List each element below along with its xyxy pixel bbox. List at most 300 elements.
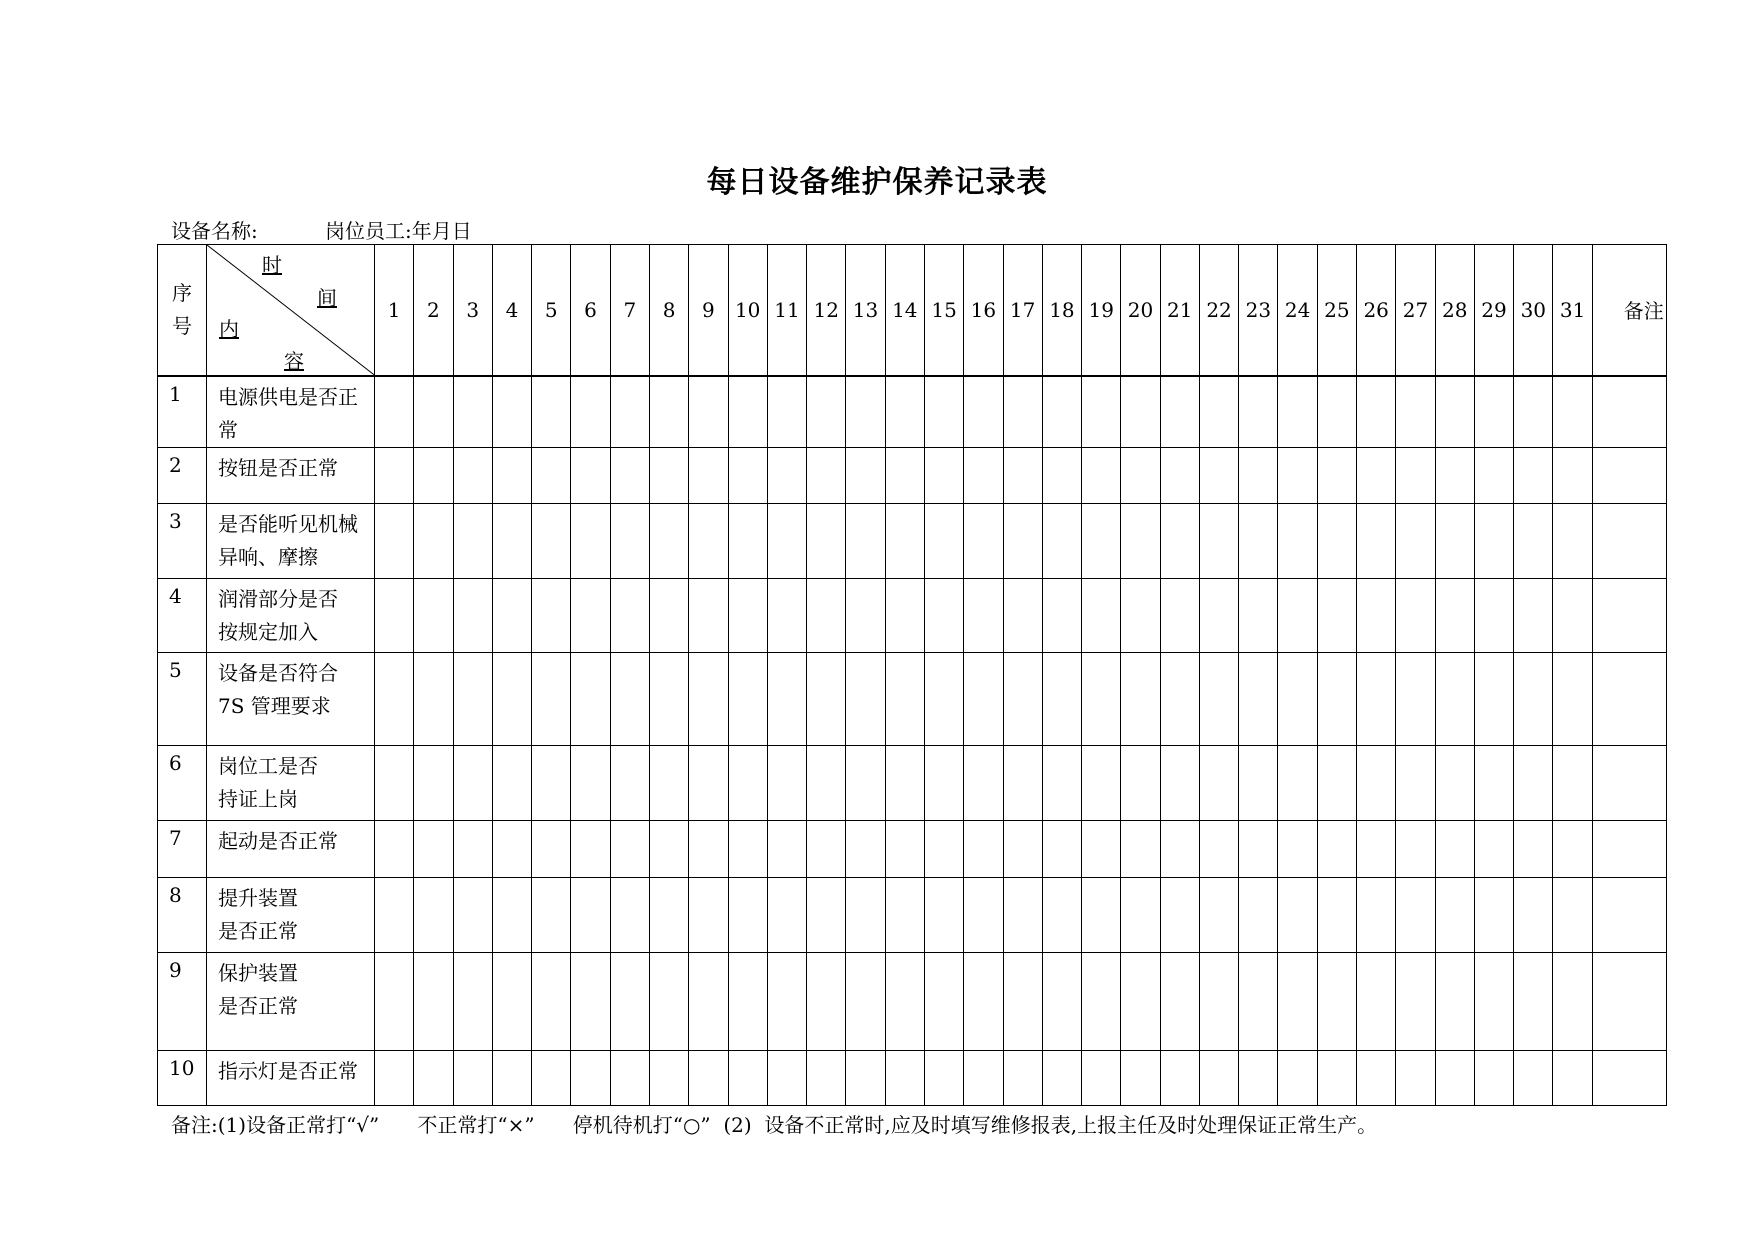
day-check-cell[interactable] xyxy=(924,653,963,746)
day-check-cell[interactable] xyxy=(375,1050,414,1105)
day-check-cell[interactable] xyxy=(1160,579,1199,653)
day-check-cell[interactable] xyxy=(1357,952,1396,1050)
day-check-cell[interactable] xyxy=(1239,821,1278,877)
day-check-cell[interactable] xyxy=(1396,952,1435,1050)
day-check-cell[interactable] xyxy=(1082,447,1121,503)
day-check-cell[interactable] xyxy=(453,821,492,877)
day-check-cell[interactable] xyxy=(1474,746,1513,821)
day-check-cell[interactable] xyxy=(532,503,571,578)
day-check-cell[interactable] xyxy=(689,746,728,821)
day-check-cell[interactable] xyxy=(1003,447,1042,503)
day-check-cell[interactable] xyxy=(728,447,767,503)
day-check-cell[interactable] xyxy=(375,746,414,821)
day-check-cell[interactable] xyxy=(1003,746,1042,821)
day-check-cell[interactable] xyxy=(375,376,414,448)
day-check-cell[interactable] xyxy=(1553,952,1592,1050)
day-check-cell[interactable] xyxy=(1278,746,1317,821)
day-check-cell[interactable] xyxy=(885,1050,924,1105)
day-check-cell[interactable] xyxy=(1121,952,1160,1050)
day-check-cell[interactable] xyxy=(1199,821,1238,877)
day-check-cell[interactable] xyxy=(649,877,688,952)
day-check-cell[interactable] xyxy=(1553,821,1592,877)
day-check-cell[interactable] xyxy=(1357,653,1396,746)
day-check-cell[interactable] xyxy=(964,376,1003,448)
day-check-cell[interactable] xyxy=(610,1050,649,1105)
day-check-cell[interactable] xyxy=(1357,1050,1396,1105)
day-check-cell[interactable] xyxy=(846,1050,885,1105)
day-check-cell[interactable] xyxy=(1317,503,1356,578)
day-check-cell[interactable] xyxy=(689,503,728,578)
day-check-cell[interactable] xyxy=(1160,1050,1199,1105)
day-check-cell[interactable] xyxy=(1160,952,1199,1050)
day-check-cell[interactable] xyxy=(1003,1050,1042,1105)
day-check-cell[interactable] xyxy=(414,877,453,952)
day-check-cell[interactable] xyxy=(1278,447,1317,503)
day-check-cell[interactable] xyxy=(414,376,453,448)
day-check-cell[interactable] xyxy=(1042,503,1081,578)
day-check-cell[interactable] xyxy=(885,877,924,952)
day-check-cell[interactable] xyxy=(846,579,885,653)
day-check-cell[interactable] xyxy=(1199,447,1238,503)
day-check-cell[interactable] xyxy=(610,653,649,746)
day-check-cell[interactable] xyxy=(1042,746,1081,821)
day-check-cell[interactable] xyxy=(1042,877,1081,952)
day-check-cell[interactable] xyxy=(846,877,885,952)
day-check-cell[interactable] xyxy=(1396,1050,1435,1105)
day-check-cell[interactable] xyxy=(1042,1050,1081,1105)
day-check-cell[interactable] xyxy=(1435,821,1474,877)
day-check-cell[interactable] xyxy=(1317,653,1356,746)
day-check-cell[interactable] xyxy=(728,1050,767,1105)
day-check-cell[interactable] xyxy=(964,821,1003,877)
day-check-cell[interactable] xyxy=(807,503,846,578)
day-check-cell[interactable] xyxy=(532,1050,571,1105)
day-check-cell[interactable] xyxy=(924,952,963,1050)
day-check-cell[interactable] xyxy=(1435,579,1474,653)
day-check-cell[interactable] xyxy=(767,952,806,1050)
day-check-cell[interactable] xyxy=(1003,579,1042,653)
day-check-cell[interactable] xyxy=(885,376,924,448)
day-check-cell[interactable] xyxy=(1396,447,1435,503)
day-check-cell[interactable] xyxy=(1042,579,1081,653)
day-check-cell[interactable] xyxy=(649,503,688,578)
day-check-cell[interactable] xyxy=(1317,821,1356,877)
day-check-cell[interactable] xyxy=(1474,653,1513,746)
day-check-cell[interactable] xyxy=(1121,503,1160,578)
day-check-cell[interactable] xyxy=(532,952,571,1050)
day-check-cell[interactable] xyxy=(1239,877,1278,952)
day-check-cell[interactable] xyxy=(846,821,885,877)
day-check-cell[interactable] xyxy=(492,746,531,821)
day-check-cell[interactable] xyxy=(1278,376,1317,448)
day-check-cell[interactable] xyxy=(492,447,531,503)
day-check-cell[interactable] xyxy=(453,653,492,746)
day-check-cell[interactable] xyxy=(1199,746,1238,821)
day-check-cell[interactable] xyxy=(649,746,688,821)
day-check-cell[interactable] xyxy=(1082,952,1121,1050)
day-check-cell[interactable] xyxy=(1042,653,1081,746)
day-check-cell[interactable] xyxy=(807,877,846,952)
day-check-cell[interactable] xyxy=(1357,376,1396,448)
day-check-cell[interactable] xyxy=(1514,821,1553,877)
day-check-cell[interactable] xyxy=(885,447,924,503)
day-check-cell[interactable] xyxy=(1121,447,1160,503)
day-check-cell[interactable] xyxy=(846,746,885,821)
day-check-cell[interactable] xyxy=(1199,952,1238,1050)
day-check-cell[interactable] xyxy=(532,579,571,653)
day-check-cell[interactable] xyxy=(610,376,649,448)
day-check-cell[interactable] xyxy=(924,1050,963,1105)
day-check-cell[interactable] xyxy=(1317,447,1356,503)
day-check-cell[interactable] xyxy=(571,376,610,448)
day-check-cell[interactable] xyxy=(1474,579,1513,653)
day-check-cell[interactable] xyxy=(924,877,963,952)
day-check-cell[interactable] xyxy=(1121,1050,1160,1105)
day-check-cell[interactable] xyxy=(375,579,414,653)
day-check-cell[interactable] xyxy=(689,877,728,952)
day-check-cell[interactable] xyxy=(1003,821,1042,877)
day-check-cell[interactable] xyxy=(1396,376,1435,448)
day-check-cell[interactable] xyxy=(1396,503,1435,578)
day-check-cell[interactable] xyxy=(1042,952,1081,1050)
day-check-cell[interactable] xyxy=(414,746,453,821)
day-check-cell[interactable] xyxy=(1357,503,1396,578)
day-check-cell[interactable] xyxy=(689,1050,728,1105)
day-check-cell[interactable] xyxy=(1160,653,1199,746)
day-check-cell[interactable] xyxy=(414,1050,453,1105)
day-check-cell[interactable] xyxy=(1553,447,1592,503)
day-check-cell[interactable] xyxy=(1239,503,1278,578)
day-check-cell[interactable] xyxy=(1396,877,1435,952)
day-check-cell[interactable] xyxy=(807,447,846,503)
day-check-cell[interactable] xyxy=(610,746,649,821)
day-check-cell[interactable] xyxy=(1435,503,1474,578)
day-check-cell[interactable] xyxy=(1082,376,1121,448)
day-check-cell[interactable] xyxy=(846,447,885,503)
day-check-cell[interactable] xyxy=(1082,503,1121,578)
day-check-cell[interactable] xyxy=(1435,376,1474,448)
day-check-cell[interactable] xyxy=(1199,579,1238,653)
day-check-cell[interactable] xyxy=(1435,653,1474,746)
day-check-cell[interactable] xyxy=(1082,579,1121,653)
day-check-cell[interactable] xyxy=(924,746,963,821)
day-check-cell[interactable] xyxy=(649,447,688,503)
day-check-cell[interactable] xyxy=(649,952,688,1050)
day-check-cell[interactable] xyxy=(1514,952,1553,1050)
day-check-cell[interactable] xyxy=(1396,746,1435,821)
day-check-cell[interactable] xyxy=(1239,1050,1278,1105)
remark-cell[interactable] xyxy=(1592,447,1666,503)
day-check-cell[interactable] xyxy=(1199,877,1238,952)
day-check-cell[interactable] xyxy=(532,821,571,877)
day-check-cell[interactable] xyxy=(453,1050,492,1105)
day-check-cell[interactable] xyxy=(1003,503,1042,578)
day-check-cell[interactable] xyxy=(1042,821,1081,877)
day-check-cell[interactable] xyxy=(924,447,963,503)
day-check-cell[interactable] xyxy=(453,579,492,653)
remark-cell[interactable] xyxy=(1592,653,1666,746)
day-check-cell[interactable] xyxy=(1160,746,1199,821)
day-check-cell[interactable] xyxy=(885,952,924,1050)
day-check-cell[interactable] xyxy=(1278,877,1317,952)
day-check-cell[interactable] xyxy=(1003,376,1042,448)
day-check-cell[interactable] xyxy=(1514,653,1553,746)
day-check-cell[interactable] xyxy=(1199,1050,1238,1105)
day-check-cell[interactable] xyxy=(1121,746,1160,821)
remark-cell[interactable] xyxy=(1592,1050,1666,1105)
day-check-cell[interactable] xyxy=(1553,376,1592,448)
day-check-cell[interactable] xyxy=(571,503,610,578)
day-check-cell[interactable] xyxy=(1435,447,1474,503)
day-check-cell[interactable] xyxy=(532,376,571,448)
day-check-cell[interactable] xyxy=(1239,952,1278,1050)
day-check-cell[interactable] xyxy=(532,653,571,746)
day-check-cell[interactable] xyxy=(1160,821,1199,877)
day-check-cell[interactable] xyxy=(689,447,728,503)
day-check-cell[interactable] xyxy=(1474,1050,1513,1105)
day-check-cell[interactable] xyxy=(375,821,414,877)
day-check-cell[interactable] xyxy=(414,447,453,503)
day-check-cell[interactable] xyxy=(1514,376,1553,448)
day-check-cell[interactable] xyxy=(571,1050,610,1105)
day-check-cell[interactable] xyxy=(964,746,1003,821)
remark-cell[interactable] xyxy=(1592,746,1666,821)
day-check-cell[interactable] xyxy=(453,447,492,503)
day-check-cell[interactable] xyxy=(767,746,806,821)
day-check-cell[interactable] xyxy=(1514,579,1553,653)
day-check-cell[interactable] xyxy=(807,653,846,746)
day-check-cell[interactable] xyxy=(1553,653,1592,746)
day-check-cell[interactable] xyxy=(649,821,688,877)
day-check-cell[interactable] xyxy=(610,579,649,653)
day-check-cell[interactable] xyxy=(767,579,806,653)
day-check-cell[interactable] xyxy=(414,579,453,653)
day-check-cell[interactable] xyxy=(1396,579,1435,653)
day-check-cell[interactable] xyxy=(1121,579,1160,653)
day-check-cell[interactable] xyxy=(1317,746,1356,821)
day-check-cell[interactable] xyxy=(1278,821,1317,877)
day-check-cell[interactable] xyxy=(1003,653,1042,746)
day-check-cell[interactable] xyxy=(532,746,571,821)
day-check-cell[interactable] xyxy=(1003,952,1042,1050)
day-check-cell[interactable] xyxy=(846,653,885,746)
day-check-cell[interactable] xyxy=(375,447,414,503)
day-check-cell[interactable] xyxy=(1474,877,1513,952)
remark-cell[interactable] xyxy=(1592,877,1666,952)
day-check-cell[interactable] xyxy=(767,653,806,746)
day-check-cell[interactable] xyxy=(1082,1050,1121,1105)
day-check-cell[interactable] xyxy=(767,821,806,877)
day-check-cell[interactable] xyxy=(1474,952,1513,1050)
day-check-cell[interactable] xyxy=(1514,447,1553,503)
day-check-cell[interactable] xyxy=(610,447,649,503)
day-check-cell[interactable] xyxy=(571,447,610,503)
day-check-cell[interactable] xyxy=(689,653,728,746)
day-check-cell[interactable] xyxy=(1278,952,1317,1050)
day-check-cell[interactable] xyxy=(807,746,846,821)
day-check-cell[interactable] xyxy=(1357,579,1396,653)
remark-cell[interactable] xyxy=(1592,376,1666,448)
day-check-cell[interactable] xyxy=(649,376,688,448)
day-check-cell[interactable] xyxy=(1514,503,1553,578)
day-check-cell[interactable] xyxy=(1474,447,1513,503)
day-check-cell[interactable] xyxy=(728,821,767,877)
day-check-cell[interactable] xyxy=(492,877,531,952)
day-check-cell[interactable] xyxy=(767,376,806,448)
remark-cell[interactable] xyxy=(1592,952,1666,1050)
day-check-cell[interactable] xyxy=(885,821,924,877)
day-check-cell[interactable] xyxy=(1121,877,1160,952)
day-check-cell[interactable] xyxy=(767,1050,806,1105)
day-check-cell[interactable] xyxy=(1003,877,1042,952)
day-check-cell[interactable] xyxy=(1514,1050,1553,1105)
day-check-cell[interactable] xyxy=(885,579,924,653)
day-check-cell[interactable] xyxy=(571,579,610,653)
day-check-cell[interactable] xyxy=(1317,579,1356,653)
day-check-cell[interactable] xyxy=(885,746,924,821)
day-check-cell[interactable] xyxy=(767,447,806,503)
day-check-cell[interactable] xyxy=(964,877,1003,952)
day-check-cell[interactable] xyxy=(414,653,453,746)
day-check-cell[interactable] xyxy=(964,503,1003,578)
day-check-cell[interactable] xyxy=(807,579,846,653)
day-check-cell[interactable] xyxy=(492,952,531,1050)
day-check-cell[interactable] xyxy=(453,746,492,821)
day-check-cell[interactable] xyxy=(453,952,492,1050)
day-check-cell[interactable] xyxy=(1160,376,1199,448)
day-check-cell[interactable] xyxy=(964,952,1003,1050)
day-check-cell[interactable] xyxy=(1435,746,1474,821)
day-check-cell[interactable] xyxy=(846,503,885,578)
day-check-cell[interactable] xyxy=(924,376,963,448)
day-check-cell[interactable] xyxy=(492,376,531,448)
day-check-cell[interactable] xyxy=(1082,877,1121,952)
day-check-cell[interactable] xyxy=(846,376,885,448)
day-check-cell[interactable] xyxy=(1199,376,1238,448)
day-check-cell[interactable] xyxy=(492,503,531,578)
day-check-cell[interactable] xyxy=(1082,746,1121,821)
day-check-cell[interactable] xyxy=(1160,447,1199,503)
day-check-cell[interactable] xyxy=(1199,653,1238,746)
day-check-cell[interactable] xyxy=(1553,503,1592,578)
day-check-cell[interactable] xyxy=(807,952,846,1050)
day-check-cell[interactable] xyxy=(964,1050,1003,1105)
day-check-cell[interactable] xyxy=(1357,877,1396,952)
day-check-cell[interactable] xyxy=(1239,579,1278,653)
day-check-cell[interactable] xyxy=(885,503,924,578)
day-check-cell[interactable] xyxy=(885,653,924,746)
day-check-cell[interactable] xyxy=(767,877,806,952)
day-check-cell[interactable] xyxy=(807,1050,846,1105)
day-check-cell[interactable] xyxy=(1239,653,1278,746)
day-check-cell[interactable] xyxy=(964,579,1003,653)
day-check-cell[interactable] xyxy=(375,503,414,578)
day-check-cell[interactable] xyxy=(1082,821,1121,877)
day-check-cell[interactable] xyxy=(571,821,610,877)
day-check-cell[interactable] xyxy=(1474,376,1513,448)
day-check-cell[interactable] xyxy=(1239,376,1278,448)
day-check-cell[interactable] xyxy=(924,579,963,653)
day-check-cell[interactable] xyxy=(1121,821,1160,877)
day-check-cell[interactable] xyxy=(1278,503,1317,578)
day-check-cell[interactable] xyxy=(1553,877,1592,952)
day-check-cell[interactable] xyxy=(846,952,885,1050)
day-check-cell[interactable] xyxy=(610,877,649,952)
day-check-cell[interactable] xyxy=(689,952,728,1050)
day-check-cell[interactable] xyxy=(728,746,767,821)
day-check-cell[interactable] xyxy=(1042,376,1081,448)
day-check-cell[interactable] xyxy=(1357,821,1396,877)
day-check-cell[interactable] xyxy=(492,1050,531,1105)
day-check-cell[interactable] xyxy=(1239,447,1278,503)
day-check-cell[interactable] xyxy=(492,579,531,653)
remark-cell[interactable] xyxy=(1592,821,1666,877)
day-check-cell[interactable] xyxy=(767,503,806,578)
day-check-cell[interactable] xyxy=(532,447,571,503)
day-check-cell[interactable] xyxy=(1199,503,1238,578)
day-check-cell[interactable] xyxy=(1435,1050,1474,1105)
day-check-cell[interactable] xyxy=(1121,376,1160,448)
day-check-cell[interactable] xyxy=(610,821,649,877)
day-check-cell[interactable] xyxy=(492,653,531,746)
day-check-cell[interactable] xyxy=(1278,653,1317,746)
day-check-cell[interactable] xyxy=(1514,746,1553,821)
day-check-cell[interactable] xyxy=(414,503,453,578)
day-check-cell[interactable] xyxy=(453,503,492,578)
day-check-cell[interactable] xyxy=(728,503,767,578)
day-check-cell[interactable] xyxy=(807,376,846,448)
day-check-cell[interactable] xyxy=(414,952,453,1050)
day-check-cell[interactable] xyxy=(571,746,610,821)
day-check-cell[interactable] xyxy=(532,877,571,952)
day-check-cell[interactable] xyxy=(1317,952,1356,1050)
day-check-cell[interactable] xyxy=(1121,653,1160,746)
remark-cell[interactable] xyxy=(1592,503,1666,578)
day-check-cell[interactable] xyxy=(414,821,453,877)
day-check-cell[interactable] xyxy=(1553,579,1592,653)
day-check-cell[interactable] xyxy=(1160,877,1199,952)
day-check-cell[interactable] xyxy=(610,503,649,578)
day-check-cell[interactable] xyxy=(689,821,728,877)
day-check-cell[interactable] xyxy=(1553,746,1592,821)
day-check-cell[interactable] xyxy=(1396,653,1435,746)
day-check-cell[interactable] xyxy=(1357,746,1396,821)
day-check-cell[interactable] xyxy=(1317,376,1356,448)
day-check-cell[interactable] xyxy=(571,952,610,1050)
day-check-cell[interactable] xyxy=(492,821,531,877)
day-check-cell[interactable] xyxy=(1082,653,1121,746)
day-check-cell[interactable] xyxy=(924,503,963,578)
day-check-cell[interactable] xyxy=(689,376,728,448)
day-check-cell[interactable] xyxy=(375,952,414,1050)
day-check-cell[interactable] xyxy=(375,877,414,952)
day-check-cell[interactable] xyxy=(728,376,767,448)
day-check-cell[interactable] xyxy=(1239,746,1278,821)
day-check-cell[interactable] xyxy=(1317,1050,1356,1105)
day-check-cell[interactable] xyxy=(1357,447,1396,503)
day-check-cell[interactable] xyxy=(1474,821,1513,877)
day-check-cell[interactable] xyxy=(1278,1050,1317,1105)
day-check-cell[interactable] xyxy=(610,952,649,1050)
day-check-cell[interactable] xyxy=(1317,877,1356,952)
day-check-cell[interactable] xyxy=(807,821,846,877)
remark-cell[interactable] xyxy=(1592,579,1666,653)
day-check-cell[interactable] xyxy=(571,877,610,952)
day-check-cell[interactable] xyxy=(728,877,767,952)
day-check-cell[interactable] xyxy=(1160,503,1199,578)
day-check-cell[interactable] xyxy=(1278,579,1317,653)
day-check-cell[interactable] xyxy=(1435,877,1474,952)
